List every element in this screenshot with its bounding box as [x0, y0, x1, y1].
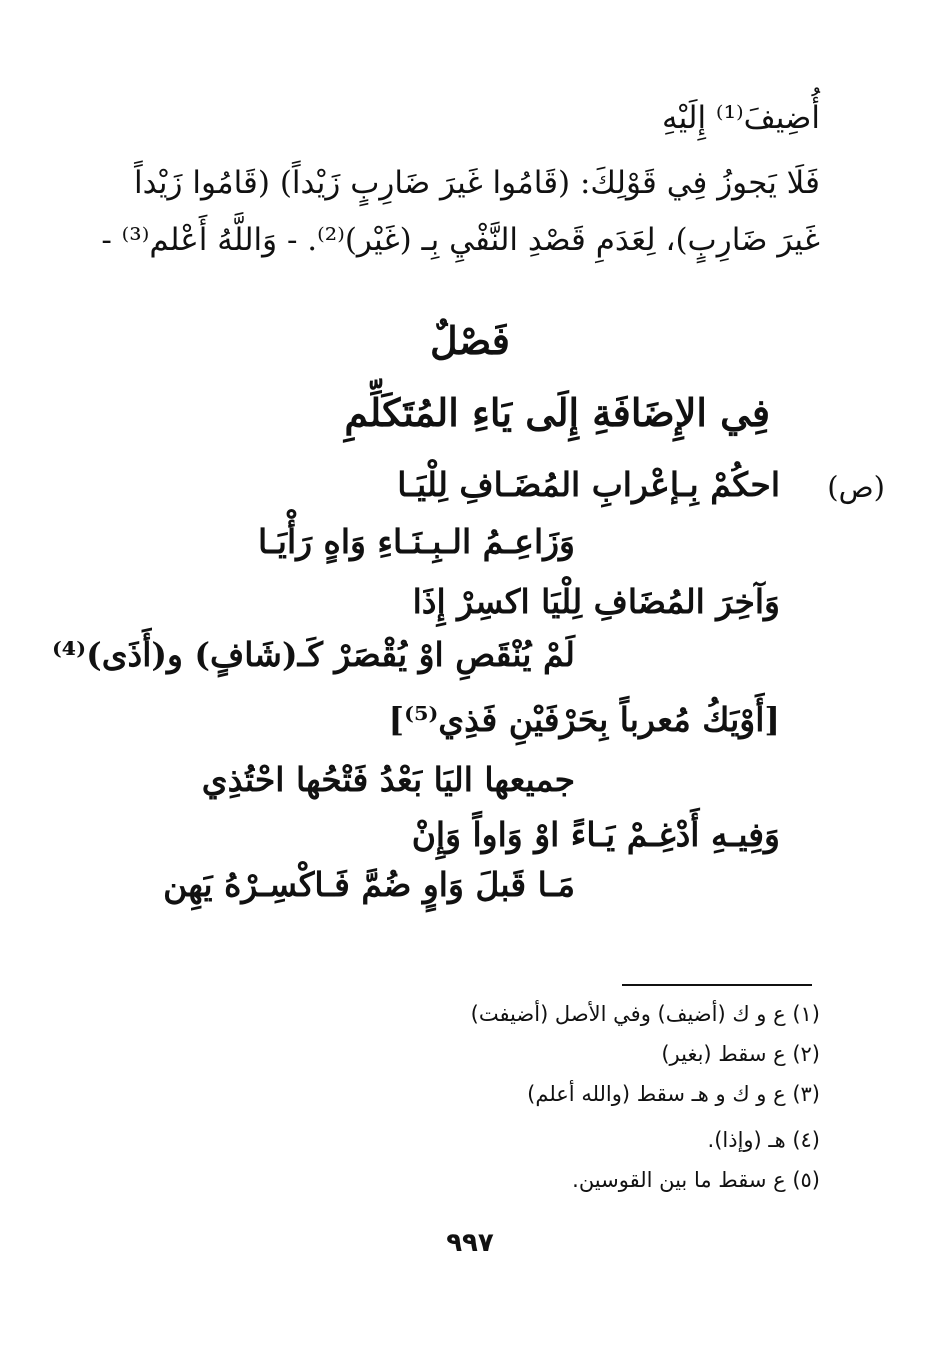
verse-line-5: [أَوْيَكُ مُعرباً بِحَرْفَيْنِ فَذِي⁽⁵⁾]: [388, 700, 780, 739]
page-number: ٩٩٧: [446, 1228, 494, 1258]
footnote-5: (٥) ع سقط ما بين القوسين.: [572, 1168, 820, 1192]
verse-line-7: وَفِيـهِ أَدْغِـمْ يَـاءً اوْ وَاواً وَإِنْ: [411, 815, 780, 854]
footnote-2: (٢) ع سقط (بغير): [661, 1042, 820, 1066]
verse-line-4: لَمْ يُنْقَصِ اوْ يُقْصَرْ كَـ(شَافٍ) و(أَذَى)⁽⁴⁾: [51, 635, 575, 674]
section-subheading: فِي الإِضَافَةِ إِلَى يَاءِ المُتَكَلِّمِ: [344, 390, 770, 435]
footnote-divider: [622, 984, 812, 986]
footnote-3: (٣) ع و ك و هـ سقط (والله أعلم): [527, 1082, 820, 1106]
paragraph-line-1: أُضِيفَ⁽¹⁾ إِلَيْهِ: [662, 100, 820, 136]
verse-line-6: جميعها اليَا بَعْدُ فَتْحُها احْتُذِي: [201, 760, 575, 799]
verse-line-1: احكُمْ بِـإعْرابِ المُضَـافِ لِلْيَـا: [397, 465, 780, 504]
paragraph-line-2: فَلَا يَجوزُ فِي قَوْلِكَ: (قَامُوا غَيرَ ضَارِبٍ زَيْداً) (قَامُوا زَيْداً: [134, 165, 820, 201]
verse-line-2: وَزَاعِـمُ الـبِـنَـاءِ وَاهٍ رَأْيَـا: [258, 522, 575, 561]
footnote-4: (٤) هـ (وإذا).: [707, 1128, 820, 1152]
footnote-1: (١) ع و ك (أضيف) وفي الأصل (أضيفت): [470, 1002, 820, 1026]
verse-line-8: مَـا قَبلَ وَاوٍ ضُمَّ فَـاكْسِـرْهُ يَهِن: [163, 865, 575, 904]
verse-marker: (ص): [827, 470, 885, 504]
paragraph-line-3: غَيرَ ضَارِبٍ)، لِعَدَمِ قَصْدِ النَّفْيِ بِـ (غَيْر)⁽²⁾. - وَاللَّهُ أَعْلم⁽³⁾ -: [101, 222, 820, 258]
verse-line-3: وَآخِرَ المُضَافِ لِلْيَا اكسِرْ إِذَا: [412, 582, 780, 621]
section-heading: فَصْلٌ: [430, 318, 510, 363]
